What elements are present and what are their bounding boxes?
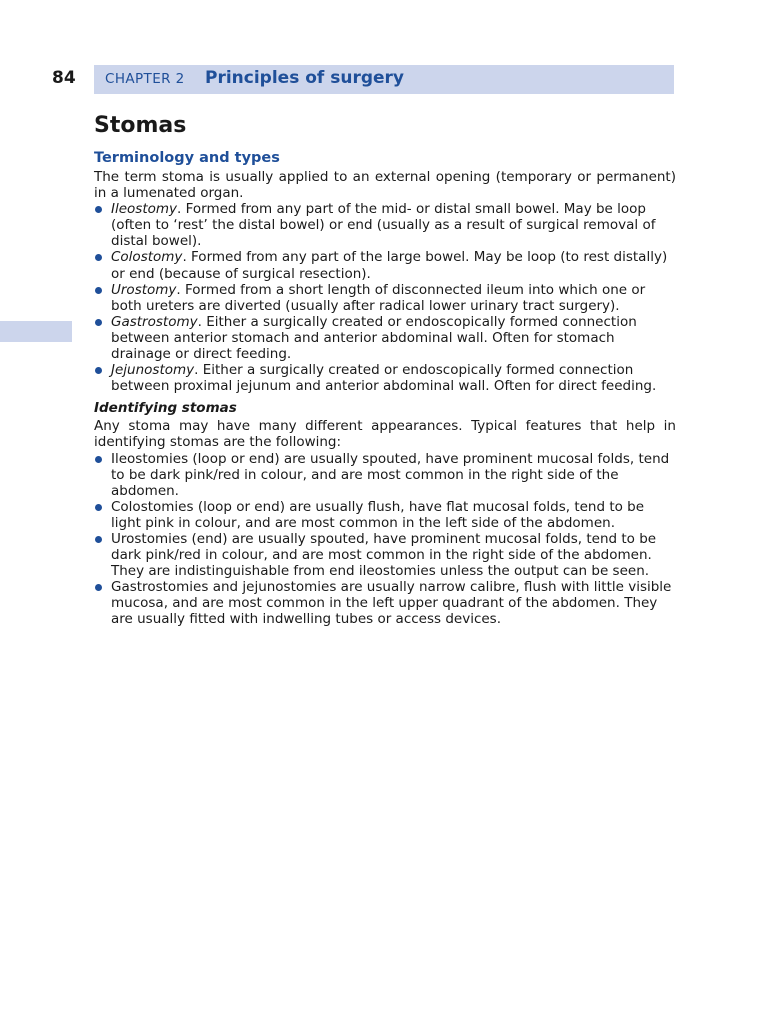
list-item-jejunostomy	[94, 362, 676, 394]
term-jejunostomy: Jejunostomy	[111, 362, 195, 379]
term-jejunostomy-text: . Either a surgically created or endoscopically formed connection between proximal jejunum and anterior abdominal wall. Often for direct feeding.	[111, 362, 657, 395]
section-title: Stomas	[94, 113, 187, 138]
list-item-gastrostomy	[94, 314, 676, 362]
term-ileostomy-text: . Formed from any part of the mid- or distal small bowel. May be loop (often to ‘rest’ the distal bowel) or end (usually as a result of surgical removal of distal bowel).	[111, 201, 656, 250]
term-colostomy: Colostomy	[111, 249, 183, 266]
term-urostomy: Urostomy	[111, 281, 177, 298]
term-gastrostomy-text: . Either a surgically created or endoscopically formed connection between anterior stomach and anterior abdominal wall. Often for stomach drainage or direct feeding.	[111, 313, 637, 363]
list-item-colostomies: Colostomies (loop or end) are usually flush, have flat mucosal folds, tend to be light pink in colour, and are most common in the left side of the abdomen.	[94, 499, 676, 531]
terminology-heading: Terminology and types	[94, 150, 280, 166]
identifying-list	[94, 451, 676, 628]
identifying-heading: Identifying stomas	[94, 400, 237, 417]
main-content	[94, 112, 676, 628]
term-ileostomy: Ileostomy	[111, 201, 178, 218]
term-urostomy-text: . Formed from a short length of disconnected ileum into which one or both ureters are diverted (usually after radical lower urinary tract surgery).	[111, 281, 646, 314]
terminology-list	[94, 201, 676, 394]
identifying-intro: Any stoma may have many different appearances. Typical features that help in identifying stomas are the following:	[94, 418, 676, 451]
chapter-label: CHAPTER 2	[105, 71, 185, 87]
list-item-ileostomies: Ileostomies (loop or end) are usually spouted, have prominent mucosal folds, tend to be dark pink/red in colour, and are most common in the right side of the abdomen.	[94, 451, 676, 499]
chapter-header	[94, 65, 674, 94]
list-item-colostomy	[94, 249, 676, 281]
term-colostomy-text: . Formed from any part of the large bowel. May be loop (to rest distally) or end (because of surgical resection).	[111, 249, 668, 282]
list-item-ileostomy	[94, 201, 676, 249]
list-item-gastrostomies: Gastrostomies and jejunostomies are usually narrow calibre, flush with little visible mucosa, and are most common in the left upper quadrant of the abdomen. They are usually fitted with indwelling tubes or access devices.	[94, 579, 676, 627]
list-item-urostomies: Urostomies (end) are usually spouted, have prominent mucosal folds, tend to be dark pink/red in colour, and are most common in the right side of the abdomen. They are indistinguishable from end ileostomies unless the output can be seen.	[94, 531, 676, 579]
side-tab-marker	[0, 321, 72, 342]
page-number: 84	[52, 68, 76, 88]
terminology-intro: The term stoma is usually applied to an external opening (temporary or permanent) in a lumenated organ.	[94, 169, 676, 202]
term-gastrostomy: Gastrostomy	[111, 313, 198, 330]
chapter-title: Principles of surgery	[205, 68, 405, 88]
list-item-urostomy	[94, 282, 676, 314]
